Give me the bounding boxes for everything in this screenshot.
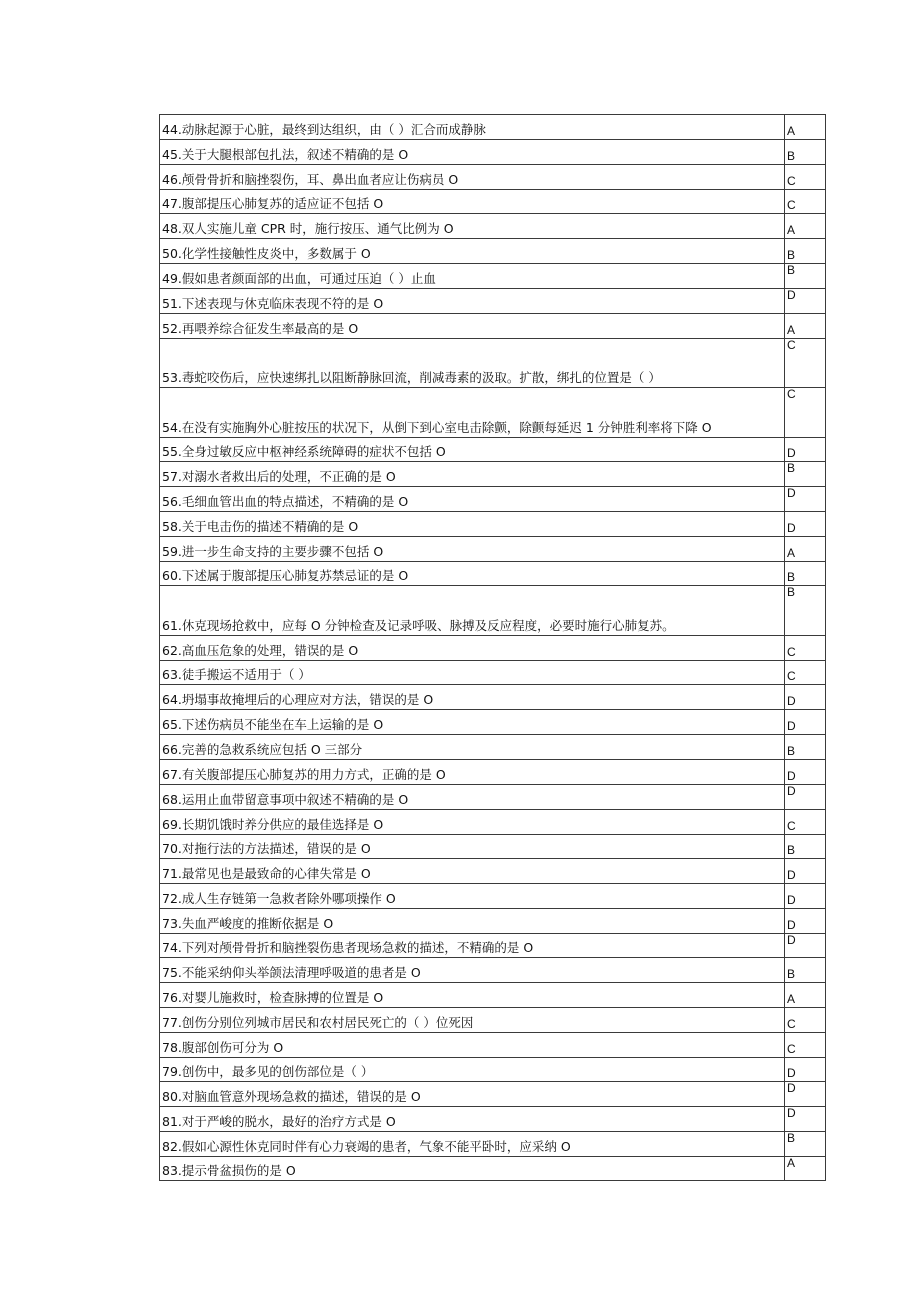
question-cell: 45.关于大腿根部包扎法，叙述不精确的是 O	[160, 140, 785, 165]
answer-cell: C	[785, 1033, 826, 1058]
question-cell: 58.关于电击伤的描述不精确的是 O	[160, 512, 785, 537]
table-row	[160, 685, 826, 710]
answer-cell: C	[785, 636, 826, 661]
question-cell: 57.对溺水者救出后的处理，不正确的是 O	[160, 462, 785, 487]
answer-cell: D	[785, 760, 826, 785]
question-cell: 49.假如患者颜面部的出血，可通过压迫（ ）止血	[160, 264, 785, 289]
answer-cell: A	[785, 537, 826, 562]
answer-cell: D	[785, 785, 826, 810]
table-row	[160, 934, 826, 958]
question-cell: 77.创伤分别位列城市居民和农村居民死亡的（ ）位死因	[160, 1008, 785, 1033]
answer-cell: C	[785, 165, 826, 190]
question-cell: 46.颅骨骨折和脑挫裂伤，耳、鼻出血者应让伤病员 O	[160, 165, 785, 190]
table-row	[160, 314, 826, 339]
table-row	[160, 1058, 826, 1082]
answer-cell: B	[785, 462, 826, 487]
table-row	[160, 586, 826, 636]
question-cell: 66.完善的急救系统应包括 O 三部分	[160, 735, 785, 760]
question-cell: 61.休克现场抢救中，应每 O 分钟检查及记录呼吸、脉搏及反应程度，必要时施行心肺复苏。	[160, 586, 785, 636]
table-row	[160, 512, 826, 537]
table-row	[160, 810, 826, 835]
table-row	[160, 636, 826, 661]
answer-cell: B	[785, 958, 826, 983]
table-row	[160, 909, 826, 934]
question-cell: 53.毒蛇咬伤后，应快速绑扎以阻断静脉回流，削减毒素的汲取。扩散，绑扎的位置是（ ）	[160, 339, 785, 388]
table-row	[160, 785, 826, 810]
answer-cell: D	[785, 1058, 826, 1082]
table-row	[160, 388, 826, 438]
question-cell: 83.提示骨盆损伤的是 O	[160, 1157, 785, 1181]
answer-cell: C	[785, 810, 826, 835]
answer-cell: B	[785, 140, 826, 165]
question-cell: 78.腹部创伤可分为 O	[160, 1033, 785, 1058]
answer-cell: D	[785, 909, 826, 934]
question-cell: 80.对脑血管意外现场急救的描述，错误的是 O	[160, 1082, 785, 1107]
question-cell: 59.进一步生命支持的主要步骤不包括 O	[160, 537, 785, 562]
table-row	[160, 661, 826, 685]
table-row	[160, 760, 826, 785]
table-row	[160, 165, 826, 190]
answer-cell: D	[785, 438, 826, 462]
answer-cell: D	[785, 1082, 826, 1107]
question-cell: 69.长期饥饿时养分供应的最佳选择是 O	[160, 810, 785, 835]
question-cell: 54.在没有实施胸外心脏按压的状况下，从倒下到心室电击除颤，除颤每延迟 1 分钟胜利率将下降 O	[160, 388, 785, 438]
table-row	[160, 115, 826, 140]
table-row	[160, 710, 826, 735]
table-row	[160, 264, 826, 289]
answer-cell: A	[785, 115, 826, 140]
table-row	[160, 884, 826, 909]
question-cell: 68.运用止血带留意事项中叙述不精确的是 O	[160, 785, 785, 810]
question-cell: 67.有关腹部提压心肺复苏的用力方式，正确的是 O	[160, 760, 785, 785]
answer-cell: B	[785, 1132, 826, 1157]
question-cell: 72.成人生存链第一急救者除外哪项操作 O	[160, 884, 785, 909]
answer-cell: B	[785, 264, 826, 289]
question-cell: 51.下述表现与休克临床表现不符的是 O	[160, 289, 785, 314]
table-row	[160, 1082, 826, 1107]
answer-cell: B	[785, 586, 826, 636]
answer-cell: A	[785, 983, 826, 1008]
question-cell: 64.坍塌事故掩埋后的心理应对方法，错误的是 O	[160, 685, 785, 710]
answer-cell: C	[785, 339, 826, 388]
table-row	[160, 289, 826, 314]
table-row	[160, 339, 826, 388]
question-cell: 73.失血严峻度的推断依据是 O	[160, 909, 785, 934]
question-cell: 60.下述属于腹部提压心肺复苏禁忌证的是 O	[160, 562, 785, 586]
question-cell: 62.高血压危象的处理，错误的是 O	[160, 636, 785, 661]
table-row	[160, 190, 826, 214]
table-row	[160, 1008, 826, 1033]
answer-cell: B	[785, 562, 826, 586]
table-row	[160, 562, 826, 586]
question-cell: 70.对拖行法的方法描述，错误的是 O	[160, 835, 785, 859]
answer-cell: D	[785, 710, 826, 735]
table-row	[160, 214, 826, 239]
question-cell: 74.下列对颅骨骨折和脑挫裂伤患者现场急救的描述，不精确的是 O	[160, 934, 785, 958]
answer-cell: A	[785, 1157, 826, 1181]
question-cell: 55.全身过敏反应中枢神经系统障碍的症状不包括 O	[160, 438, 785, 462]
question-cell: 65.下述伤病员不能坐在车上运输的是 O	[160, 710, 785, 735]
table-row	[160, 983, 826, 1008]
question-cell: 82.假如心源性休克同时伴有心力衰竭的患者，气象不能平卧时，应采纳 O	[160, 1132, 785, 1157]
question-cell: 63.徒手搬运不适用于（ ）	[160, 661, 785, 685]
answer-cell: A	[785, 214, 826, 239]
answer-cell: D	[785, 934, 826, 958]
question-cell: 76.对婴儿施救时，检查脉搏的位置是 O	[160, 983, 785, 1008]
table-body	[160, 115, 826, 1181]
answer-cell: B	[785, 735, 826, 760]
answer-cell: D	[785, 289, 826, 314]
answer-cell: C	[785, 1008, 826, 1033]
table-row	[160, 438, 826, 462]
answer-cell: A	[785, 314, 826, 339]
answer-cell: D	[785, 859, 826, 884]
answer-cell: B	[785, 239, 826, 264]
question-cell: 81.对于严峻的脱水，最好的治疗方式是 O	[160, 1107, 785, 1132]
question-cell: 75.不能采纳仰头举颌法清理呼吸道的患者是 O	[160, 958, 785, 983]
table-row	[160, 462, 826, 487]
answer-cell: C	[785, 190, 826, 214]
table-row	[160, 735, 826, 760]
question-cell: 50.化学性接触性皮炎中，多数属于 O	[160, 239, 785, 264]
table-row	[160, 1132, 826, 1157]
table-row	[160, 958, 826, 983]
question-cell: 48.双人实施儿童 CPR 时，施行按压、通气比例为 O	[160, 214, 785, 239]
answer-cell: D	[785, 487, 826, 512]
question-cell: 79.创伤中，最多见的创伤部位是（ ）	[160, 1058, 785, 1082]
answer-cell: B	[785, 835, 826, 859]
table-row	[160, 1157, 826, 1181]
question-cell: 56.毛细血管出血的特点描述，不精确的是 O	[160, 487, 785, 512]
answer-cell: D	[785, 1107, 826, 1132]
table-row	[160, 1107, 826, 1132]
table-row	[160, 1033, 826, 1058]
question-answer-table	[159, 114, 826, 1181]
question-cell: 44.动脉起源于心脏，最终到达组织，由（ ）汇合而成静脉	[160, 115, 785, 140]
question-cell: 71.最常见也是最致命的心律失常是 O	[160, 859, 785, 884]
table-row	[160, 140, 826, 165]
question-cell: 47.腹部提压心肺复苏的适应证不包括 O	[160, 190, 785, 214]
answer-cell: D	[785, 685, 826, 710]
table-row	[160, 859, 826, 884]
table-row	[160, 537, 826, 562]
answer-cell: D	[785, 884, 826, 909]
table-row	[160, 239, 826, 264]
table-row	[160, 835, 826, 859]
answer-cell: C	[785, 661, 826, 685]
answer-cell: D	[785, 512, 826, 537]
question-cell: 52.再喂养综合征发生率最高的是 O	[160, 314, 785, 339]
answer-cell: C	[785, 388, 826, 438]
table-row	[160, 487, 826, 512]
